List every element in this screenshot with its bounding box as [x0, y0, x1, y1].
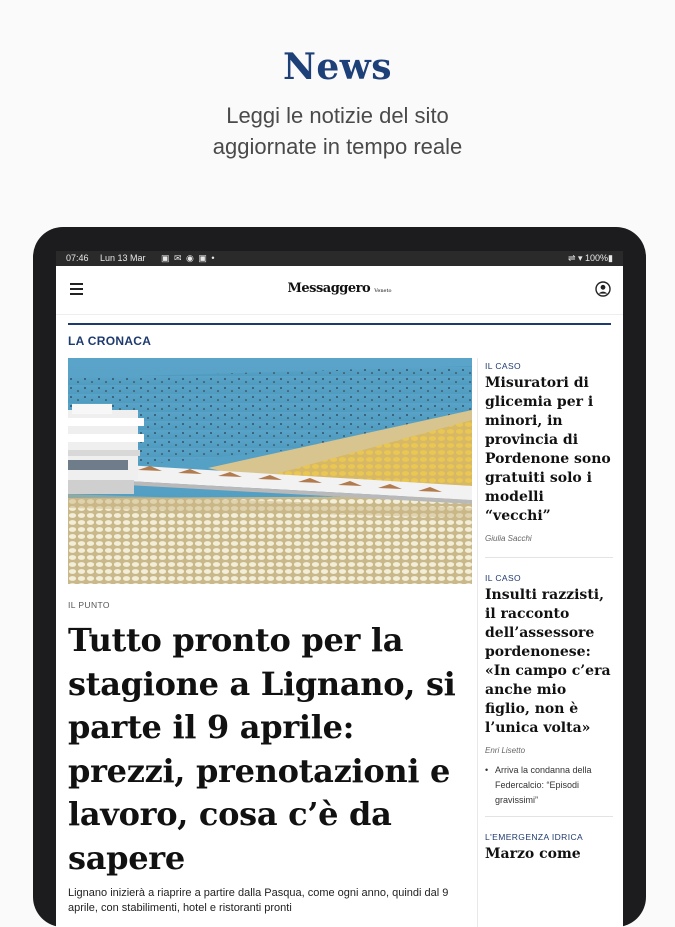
sidebar-articles — [485, 358, 613, 864]
side-article-kicker: IL CASO — [485, 573, 522, 583]
main-article-kicker: IL PUNTO — [68, 600, 110, 610]
promo-subtitle: Leggi le notizie del sito aggiornate in tempo reale — [212, 103, 463, 159]
brand-name: Messaggero — [287, 281, 371, 296]
side-article-kicker: IL CASO — [485, 361, 522, 371]
app-screen — [56, 251, 623, 927]
side-article-author: Enri Lisetto — [485, 746, 526, 755]
section-title[interactable]: LA CRONACA — [68, 334, 152, 348]
side-article-headline[interactable]: Marzo come — [485, 846, 581, 862]
section-rule — [68, 323, 611, 325]
side-article-2[interactable] — [485, 570, 613, 817]
hero-beach-image[interactable] — [68, 358, 472, 584]
promo-title: News — [282, 46, 393, 88]
tablet-frame — [33, 227, 646, 927]
side-article-3[interactable] — [485, 829, 613, 864]
status-date: Lun 13 Mar — [100, 253, 146, 263]
battery-indicator: ⇌ ▾ 100%▮ — [567, 253, 613, 263]
brand-logo[interactable] — [56, 281, 623, 296]
status-bar — [56, 251, 623, 266]
user-account-icon[interactable] — [595, 281, 611, 297]
app-header — [56, 266, 623, 315]
notification-icons: ▣ ✉ ◉ ▣ • — [161, 253, 216, 263]
main-article-headline[interactable]: Tutto pronto per la stagione a Lignano, si parte il 9 aprile: prezzi, prenotazioni e lavoro, cosa c’è da sapere — [68, 621, 456, 877]
side-article-1[interactable] — [485, 358, 613, 558]
side-article-kicker: L'EMERGENZA IDRICA — [485, 832, 584, 842]
main-article-lead: Lignano inizierà a riaprire a partire dalla Pasqua, come ogni anno, quindi dal 9 aprile, con stabilimenti, hotel e ristoranti pronti — [68, 887, 449, 914]
side-article-headline[interactable]: Misuratori di glicemia per i minori, in provincia di Pordenone sono gratuiti solo i modelli “vecchi” — [485, 375, 611, 524]
side-article-author: Giulia Sacchi — [485, 534, 532, 543]
brand-suffix: Veneto — [374, 288, 392, 294]
main-article[interactable] — [68, 600, 472, 916]
related-article-link[interactable]: • Arriva la condanna della Federcalcio: “Episodi gravissimi” — [485, 763, 613, 816]
column-divider — [477, 358, 478, 927]
side-article-headline[interactable]: Insulti razzisti, il racconto dell’assessore pordenonese: «In campo c’era anche mio figlio, non è l’unica volta» — [485, 587, 611, 736]
status-time: 07:46 — [66, 253, 89, 263]
